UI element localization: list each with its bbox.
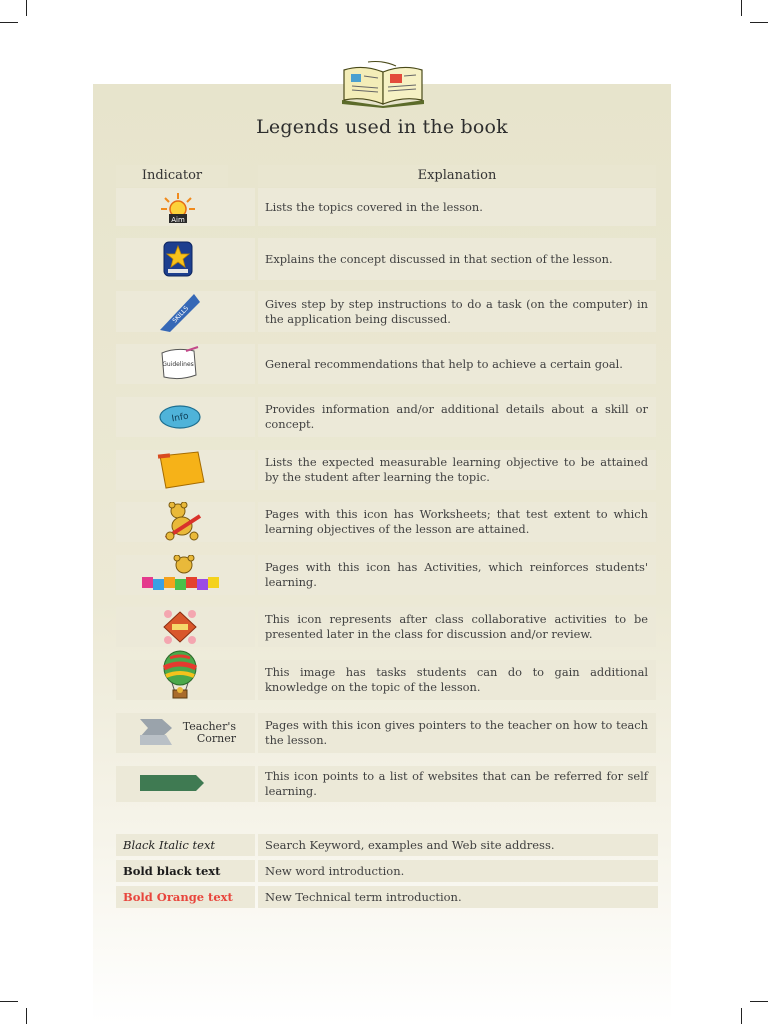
explanation-cell bbox=[258, 766, 656, 802]
indicator-cell bbox=[116, 607, 255, 647]
explanation-cell bbox=[258, 660, 656, 700]
explanation-text: Lists the expected measurable learning objective to be attained by the student after learning the topic. bbox=[265, 455, 648, 484]
sticky-note-icon bbox=[156, 450, 208, 490]
explanation-cell bbox=[258, 555, 656, 595]
info-label: Info bbox=[170, 411, 190, 425]
table-row bbox=[116, 450, 656, 490]
skills-ribbon-icon bbox=[158, 292, 200, 332]
indicator-cell bbox=[116, 344, 255, 384]
explanation-cell bbox=[258, 502, 656, 542]
explanation-cell bbox=[258, 291, 656, 332]
table-row bbox=[116, 713, 656, 753]
format-row-orange bbox=[116, 886, 658, 908]
indicator-cell bbox=[116, 766, 255, 802]
explanation-text: Explains the concept discussed in that section of the lesson. bbox=[265, 251, 613, 266]
table-row bbox=[116, 555, 656, 595]
table-row bbox=[116, 660, 656, 700]
explanation-text: General recommendations that help to achieve a certain goal. bbox=[265, 356, 623, 371]
star-badge-icon bbox=[162, 240, 194, 278]
indicator-cell bbox=[116, 660, 255, 700]
table-row bbox=[116, 502, 656, 542]
explanation-cell bbox=[258, 238, 656, 280]
table-row bbox=[116, 397, 656, 437]
format-label: Bold black text bbox=[116, 860, 255, 882]
hot-air-balloon-icon bbox=[160, 650, 200, 702]
indicator-cell bbox=[116, 555, 255, 595]
guidelines-paper-icon bbox=[156, 345, 202, 383]
indicator-cell bbox=[116, 713, 255, 753]
table-row bbox=[116, 188, 656, 226]
indicator-cell bbox=[116, 502, 255, 542]
teachers-corner-label: Teacher's Corner bbox=[182, 720, 236, 745]
indicator-cell bbox=[116, 291, 255, 332]
format-row-italic bbox=[116, 834, 658, 856]
explanation-text: This icon represents after class collaborative activities to be presented later in the class for discussion and/or review. bbox=[265, 612, 648, 641]
explanation-text: Lists the topics covered in the lesson. bbox=[265, 199, 483, 214]
table-row bbox=[116, 344, 656, 384]
indicator-cell bbox=[116, 450, 255, 490]
aim-label: Aim bbox=[171, 216, 185, 224]
indicator-cell bbox=[116, 238, 255, 280]
guidelines-label: Guidelines bbox=[162, 361, 194, 368]
explanation-text: Gives step by step instructions to do a task (on the computer) in the application being discussed. bbox=[265, 296, 648, 326]
info-oval-icon bbox=[158, 403, 202, 431]
project-tag-icon bbox=[160, 608, 200, 646]
indicator-cell bbox=[116, 397, 255, 437]
format-label: Bold Orange text bbox=[116, 886, 255, 908]
indicator-cell bbox=[116, 188, 255, 226]
format-row-bold bbox=[116, 860, 658, 882]
explanation-text: Pages with this icon gives pointers to the teacher on how to teach the lesson. bbox=[265, 718, 648, 747]
activity-bear-icon bbox=[140, 555, 222, 595]
explanation-cell bbox=[258, 713, 656, 753]
table-row bbox=[116, 291, 656, 332]
explanation-cell bbox=[258, 188, 656, 226]
header-explanation: Explanation bbox=[258, 165, 656, 187]
format-explanation: Search Keyword, examples and Web site address. bbox=[258, 834, 658, 856]
open-book-icon bbox=[338, 60, 428, 108]
explanation-text: This icon points to a list of websites that can be referred for self learning. bbox=[265, 769, 648, 798]
explanation-text: This image has tasks students can do to gain additional knowledge on the topic of the lesson. bbox=[265, 665, 648, 694]
explanation-cell bbox=[258, 344, 656, 384]
table-header bbox=[116, 165, 656, 187]
explanation-cell bbox=[258, 450, 656, 490]
table-row bbox=[116, 607, 656, 647]
format-explanation: New Technical term introduction. bbox=[258, 886, 658, 908]
header-indicator: Indicator bbox=[116, 165, 228, 187]
explanation-cell bbox=[258, 397, 656, 437]
format-label: Black Italic text bbox=[116, 834, 255, 856]
table-row bbox=[116, 766, 656, 802]
explanation-cell bbox=[258, 607, 656, 647]
table-row bbox=[116, 238, 656, 280]
explanation-text: Provides information and/or additional details about a skill or concept. bbox=[265, 402, 648, 431]
skills-label: SKILLS bbox=[171, 304, 191, 325]
explanation-text: Pages with this icon has Activities, which reinforces students' learning. bbox=[265, 560, 648, 589]
explanation-text: Pages with this icon has Worksheets; that test extent to which learning objectives of the lesson are attained. bbox=[265, 507, 648, 536]
worksheet-bear-icon bbox=[160, 502, 204, 542]
green-arrow-icon bbox=[138, 773, 206, 793]
format-explanation: New word introduction. bbox=[258, 860, 658, 882]
page-title: Legends used in the book bbox=[256, 116, 508, 138]
aim-sun-icon bbox=[158, 191, 198, 225]
